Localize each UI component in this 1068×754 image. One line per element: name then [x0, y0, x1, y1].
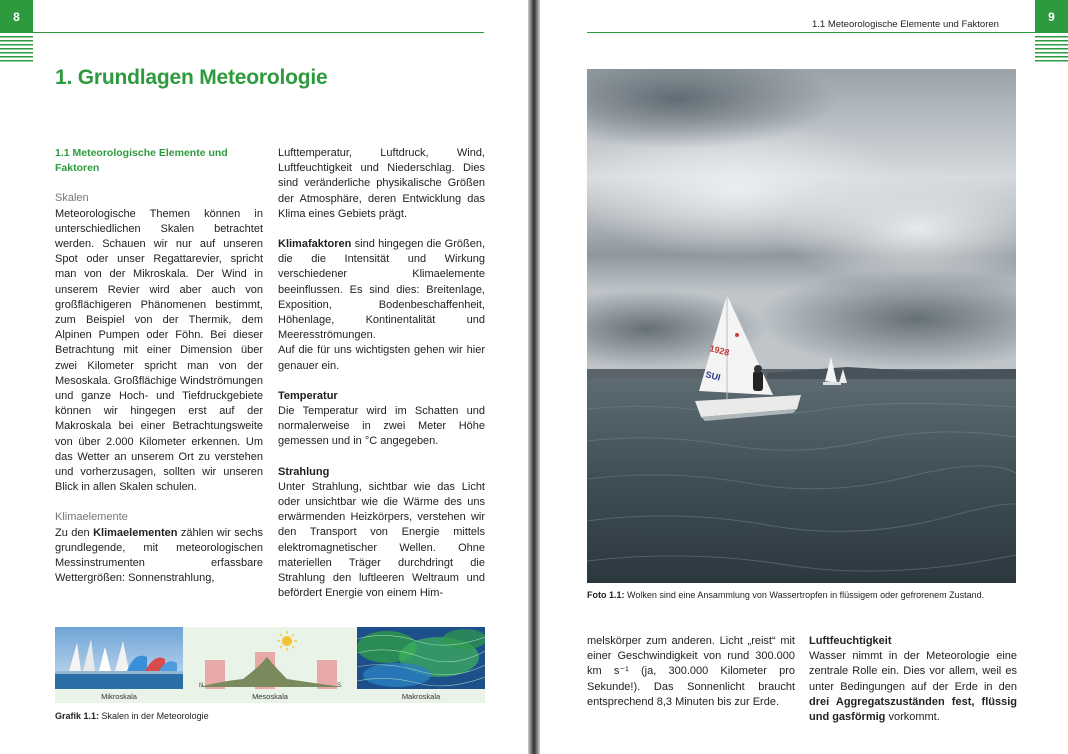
page-number-tab: 8 [0, 0, 33, 33]
sail-country: SUI [704, 369, 722, 383]
macro-scale-image [357, 627, 485, 689]
text-run: sind hingegen die Größen, die die Intensität und Wirkung verschiedener Klimaelemente beeinflussen. Es sind dies: Breitenlage, Exposition, Bodenbeschaffenheit, Höhenlage, Kontinentalität und Meeresströmungen. [278, 238, 485, 342]
left-column-1 [55, 146, 263, 586]
label-makroskala: Makroskala [401, 692, 441, 701]
chapter-title: 1. Grundlagen Meteorologie [55, 66, 328, 89]
paragraph-klimafaktoren [278, 237, 485, 343]
right-column-2 [809, 634, 1017, 725]
page-number-tab: 9 [1035, 0, 1068, 33]
bold-term: Klimafaktoren [278, 238, 352, 251]
caption-text: Wolken sind eine Ansammlung von Wassertropfen in flüssigem oder gefrorenem Zustand. [624, 590, 985, 600]
subheading-skalen: Skalen [55, 192, 89, 205]
label-mesoskala: Mesoskala [252, 692, 288, 701]
paragraph-skalen: Meteorologische Themen können in unterschiedlichen Skalen betrachtet werden. Schauen wir nur auf unseren Spot oder unser Regattarevier, spricht man von der Mikroskala. Der Wind in unserem Revier wird aber auch von großflächigeren Phänomenen bestimmt, zum Beispiel von der Thermik, dem Alpinen Pumpen oder Föhn. Bei dieser Betrachtung mit einer Dimension über zwei Kilometer spricht man von der Mesoskala. Großflächige Windströmungen und ganze Hoch- und Tiefdruckgebiete können wir hingegen erst auf der Makroskala bei einer Betrachtungsweite von über 2.000 Kilometer erkennen. Um das Wetter an unserem Ort zu verstehen und vorherzusagen, sollten wir unseren Blick in allen Skalen schulen. [55, 207, 263, 494]
header-rule [587, 32, 1035, 33]
paragraph-klimaelemente-cont: Lufttemperatur, Luftdruck, Wind, Luftfeuchtigkeit und Niederschlag. Dies sind veränderliche physikalische Größen der Atmosphäre, deren Entwicklung das Klima eines Gebiets prägt. [278, 147, 485, 220]
caption-label: Foto 1.1: [587, 590, 625, 600]
paragraph-luftfeuchtigkeit [809, 649, 1017, 725]
diagram-s-label: S [337, 683, 342, 689]
right-page [540, 0, 1068, 754]
page-tab-stripes [1035, 36, 1068, 64]
right-column-1 [587, 634, 795, 710]
label-mikroskala: Mikroskala [101, 692, 137, 701]
paragraph-details: Auf die für uns wichtigsten gehen wir hier genauer ein. [278, 344, 485, 372]
paragraph-klimaelemente [55, 526, 263, 587]
paragraph-temperatur: Die Temperatur wird im Schatten und normalerweise in zwei Meter Höhe gemessen und in °C angegeben. [278, 405, 485, 448]
figure-caption [55, 711, 209, 721]
text-run: vorkommt. [885, 711, 940, 724]
paragraph-strahlung-cont: melskörper zum anderen. Licht „reist“ mit einer Geschwindigkeit von rund 300.000 km s⁻¹ (ja, 300.000 Kilometer pro Sekunde!). Das Sonnenlicht braucht entsprechend 8,3 Minuten bis zur Erde. [587, 635, 795, 708]
diagram-n-label: N [199, 683, 204, 689]
bold-term: Klimaelementen [93, 526, 178, 539]
micro-scale-image [55, 627, 183, 689]
caption-text: Skalen in der Meteorologie [99, 711, 209, 721]
sailing-photo [587, 69, 1016, 583]
book-gutter [528, 0, 540, 754]
left-column-2 [278, 146, 485, 601]
caption-label: Grafik 1.1: [55, 711, 100, 721]
subheading-klimaelemente: Klimaelemente [55, 511, 128, 524]
header-rule [33, 32, 484, 33]
left-page [0, 0, 528, 754]
text-run: zählen wir sechs grundlegende, mit meteorologischen Messinstrumenten erfassbare Wettergrößen: Sonnenstrahlung, [55, 526, 263, 585]
text-run: Wasser nimmt in der Meteorologie eine zentrale Rolle ein. Dies vor allem, weil es unter Bedingungen auf der Erde in den [809, 650, 1017, 693]
bold-term: drei Aggregatszuständen fest, flüssig und gasförmig [809, 695, 1017, 724]
section-heading: 1.1 Meteorologische Elemente und Faktoren [55, 147, 228, 175]
heading-luftfeuchtigkeit: Luftfeuchtigkeit [809, 635, 892, 647]
text-run: Zu den [55, 526, 94, 539]
sail-number: 1928 [708, 343, 731, 358]
heading-strahlung: Strahlung [278, 465, 330, 478]
running-header: 1.1 Meteorologische Elemente und Faktoren [812, 19, 999, 30]
heading-temperatur: Temperatur [278, 389, 338, 402]
page-tab-stripes [0, 36, 33, 64]
photo-caption [587, 590, 984, 600]
meso-scale-diagram [183, 627, 357, 689]
paragraph-strahlung: Unter Strahlung, sichtbar wie das Licht oder unsichtbar wie die Wärme des uns erwärmenden Heizkörpers, verstehen wir den Transport von Energie mittels elektromagnetischer Wellen. Ohne materiellen Träger durchdringt die Strahlung den luftleeren Weltraum und befördert Energie von einem Him- [278, 480, 485, 600]
